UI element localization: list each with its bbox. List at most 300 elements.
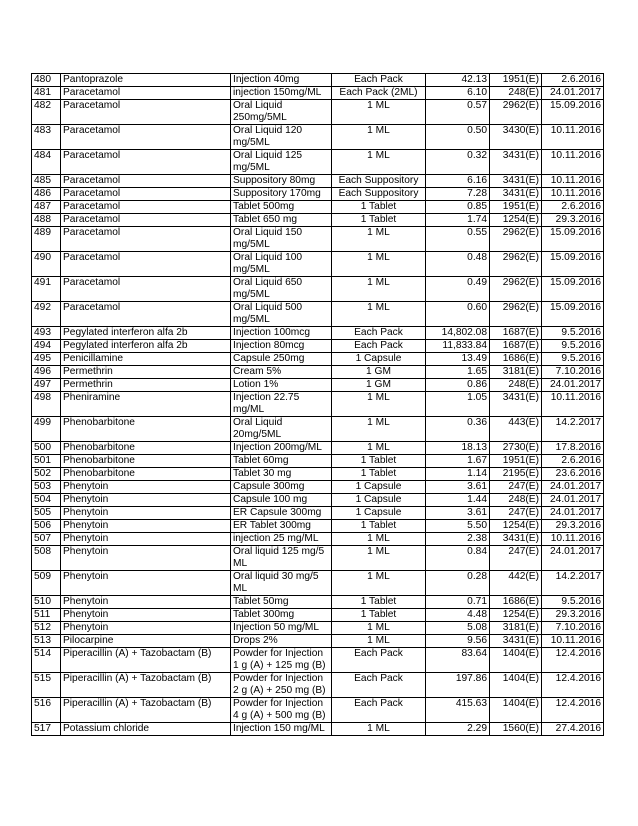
cell-so: 1951(E) [490,201,542,214]
cell-sno: 506 [32,520,61,533]
table-row [32,125,604,150]
cell-dosage: Capsule 250mg [231,353,332,366]
table-row [32,252,604,277]
table-row [32,494,604,507]
cell-price: 0.55 [426,227,490,252]
cell-sno: 503 [32,481,61,494]
cell-unit: 1 ML [332,392,426,417]
cell-dosage: Injection 150 mg/ML [231,723,332,736]
cell-so: 248(E) [490,494,542,507]
cell-unit: Each Suppository [332,188,426,201]
cell-sno: 494 [32,340,61,353]
table-row [32,546,604,571]
cell-dosage: Powder for Injection 1 g (A) + 125 mg (B) [231,648,332,673]
cell-date: 14.2.2017 [542,571,604,596]
cell-date: 9.5.2016 [542,327,604,340]
cell-drug: Permethrin [61,366,231,379]
cell-so: 2962(E) [490,252,542,277]
cell-drug: Phenobarbitone [61,417,231,442]
cell-date: 7.10.2016 [542,622,604,635]
table-row [32,596,604,609]
cell-unit: 1 ML [332,571,426,596]
cell-dosage: injection 25 mg/ML [231,533,332,546]
cell-date: 15.09.2016 [542,227,604,252]
cell-so: 443(E) [490,417,542,442]
cell-unit: Each Pack [332,74,426,87]
cell-sno: 489 [32,227,61,252]
cell-so: 248(E) [490,379,542,392]
cell-sno: 499 [32,417,61,442]
cell-unit: 1 Tablet [332,520,426,533]
table-row [32,468,604,481]
table-row [32,74,604,87]
cell-price: 0.36 [426,417,490,442]
cell-dosage: Injection 50 mg/ML [231,622,332,635]
cell-unit: 1 ML [332,622,426,635]
cell-so: 2962(E) [490,227,542,252]
cell-drug: Phenytoin [61,546,231,571]
cell-dosage: Injection 40mg [231,74,332,87]
cell-sno: 487 [32,201,61,214]
cell-price: 11,833.84 [426,340,490,353]
cell-so: 1404(E) [490,673,542,698]
cell-drug: Paracetamol [61,201,231,214]
cell-unit: 1 Tablet [332,214,426,227]
cell-drug: Paracetamol [61,302,231,327]
cell-drug: Pheniramine [61,392,231,417]
cell-date: 9.5.2016 [542,340,604,353]
table-row [32,201,604,214]
cell-sno: 495 [32,353,61,366]
cell-price: 1.05 [426,392,490,417]
cell-price: 0.57 [426,100,490,125]
cell-sno: 502 [32,468,61,481]
cell-drug: Pegylated interferon alfa 2b [61,340,231,353]
cell-so: 3431(E) [490,392,542,417]
cell-so: 2962(E) [490,302,542,327]
cell-sno: 515 [32,673,61,698]
cell-price: 0.49 [426,277,490,302]
cell-date: 29.3.2016 [542,214,604,227]
cell-sno: 488 [32,214,61,227]
cell-price: 0.85 [426,201,490,214]
cell-price: 1.74 [426,214,490,227]
table-row [32,481,604,494]
cell-so: 247(E) [490,546,542,571]
cell-so: 3431(E) [490,635,542,648]
cell-so: 247(E) [490,507,542,520]
cell-price: 14,802.08 [426,327,490,340]
cell-drug: Permethrin [61,379,231,392]
cell-drug: Phenytoin [61,571,231,596]
cell-price: 6.10 [426,87,490,100]
cell-sno: 509 [32,571,61,596]
cell-unit: Each Pack [332,648,426,673]
cell-drug: Phenobarbitone [61,442,231,455]
cell-dosage: Tablet 300mg [231,609,332,622]
cell-drug: Paracetamol [61,125,231,150]
cell-dosage: Oral liquid 125 mg/5 ML [231,546,332,571]
cell-dosage: Cream 5% [231,366,332,379]
cell-so: 1254(E) [490,520,542,533]
cell-so: 3431(E) [490,150,542,175]
cell-dosage: injection 150mg/ML [231,87,332,100]
cell-sno: 483 [32,125,61,150]
cell-date: 12.4.2016 [542,698,604,723]
table-row [32,648,604,673]
cell-date: 27.4.2016 [542,723,604,736]
cell-so: 3181(E) [490,622,542,635]
cell-date: 17.8.2016 [542,442,604,455]
cell-unit: 1 Tablet [332,455,426,468]
table-row [32,87,604,100]
cell-dosage: Oral Liquid 250mg/5ML [231,100,332,125]
cell-drug: Potassium chloride [61,723,231,736]
cell-dosage: Capsule 300mg [231,481,332,494]
table-row [32,392,604,417]
cell-price: 9.56 [426,635,490,648]
cell-date: 10.11.2016 [542,175,604,188]
cell-date: 7.10.2016 [542,366,604,379]
cell-date: 10.11.2016 [542,125,604,150]
cell-date: 24.01.2017 [542,494,604,507]
cell-price: 1.65 [426,366,490,379]
cell-unit: Each Pack [332,340,426,353]
cell-unit: 1 Tablet [332,596,426,609]
cell-so: 1404(E) [490,698,542,723]
cell-unit: Each Suppository [332,175,426,188]
cell-sno: 480 [32,74,61,87]
cell-sno: 504 [32,494,61,507]
cell-price: 0.60 [426,302,490,327]
table-row [32,571,604,596]
cell-so: 3430(E) [490,125,542,150]
cell-sno: 507 [32,533,61,546]
cell-price: 1.67 [426,455,490,468]
cell-date: 2.6.2016 [542,74,604,87]
cell-price: 83.64 [426,648,490,673]
cell-so: 1560(E) [490,723,542,736]
table-row [32,723,604,736]
cell-unit: 1 ML [332,723,426,736]
cell-date: 23.6.2016 [542,468,604,481]
cell-so: 1951(E) [490,455,542,468]
table-row [32,622,604,635]
cell-unit: Each Pack (2ML) [332,87,426,100]
table-row [32,533,604,546]
cell-price: 6.16 [426,175,490,188]
cell-date: 24.01.2017 [542,87,604,100]
cell-sno: 508 [32,546,61,571]
cell-dosage: Tablet 50mg [231,596,332,609]
cell-price: 2.38 [426,533,490,546]
cell-date: 10.11.2016 [542,392,604,417]
cell-unit: Each Pack [332,327,426,340]
cell-so: 1686(E) [490,596,542,609]
cell-date: 10.11.2016 [542,635,604,648]
cell-unit: 1 Tablet [332,609,426,622]
cell-price: 42.13 [426,74,490,87]
cell-dosage: Oral Liquid 650 mg/5ML [231,277,332,302]
cell-sno: 481 [32,87,61,100]
cell-dosage: Oral Liquid 100 mg/5ML [231,252,332,277]
cell-price: 13.49 [426,353,490,366]
cell-date: 15.09.2016 [542,100,604,125]
cell-price: 1.44 [426,494,490,507]
cell-sno: 486 [32,188,61,201]
cell-drug: Paracetamol [61,188,231,201]
table-row [32,353,604,366]
cell-drug: Paracetamol [61,150,231,175]
table-body [32,74,604,736]
table-row [32,455,604,468]
cell-date: 15.09.2016 [542,277,604,302]
cell-drug: Phenytoin [61,507,231,520]
cell-drug: Phenytoin [61,622,231,635]
cell-price: 18.13 [426,442,490,455]
cell-unit: 1 ML [332,533,426,546]
cell-sno: 484 [32,150,61,175]
cell-so: 1254(E) [490,609,542,622]
cell-date: 15.09.2016 [542,302,604,327]
cell-price: 7.28 [426,188,490,201]
cell-so: 3431(E) [490,533,542,546]
table-row [32,698,604,723]
cell-date: 29.3.2016 [542,520,604,533]
cell-drug: Phenytoin [61,481,231,494]
cell-price: 3.61 [426,507,490,520]
cell-so: 248(E) [490,87,542,100]
cell-date: 14.2.2017 [542,417,604,442]
cell-drug: Paracetamol [61,87,231,100]
cell-drug: Piperacillin (A) + Tazobactam (B) [61,698,231,723]
cell-date: 2.6.2016 [542,455,604,468]
cell-so: 1404(E) [490,648,542,673]
cell-unit: 1 GM [332,379,426,392]
cell-drug: Phenobarbitone [61,468,231,481]
table-row [32,417,604,442]
cell-so: 1686(E) [490,353,542,366]
cell-dosage: Injection 22.75 mg/ML [231,392,332,417]
cell-price: 197.86 [426,673,490,698]
cell-dosage: Tablet 500mg [231,201,332,214]
cell-unit: 1 ML [332,227,426,252]
cell-date: 29.3.2016 [542,609,604,622]
cell-unit: 1 GM [332,366,426,379]
cell-date: 10.11.2016 [542,150,604,175]
cell-unit: 1 ML [332,302,426,327]
cell-date: 10.11.2016 [542,533,604,546]
cell-price: 4.48 [426,609,490,622]
cell-drug: Phenobarbitone [61,455,231,468]
cell-price: 2.29 [426,723,490,736]
cell-price: 0.32 [426,150,490,175]
cell-sno: 505 [32,507,61,520]
cell-dosage: Powder for Injection 4 g (A) + 500 mg (B) [231,698,332,723]
cell-so: 442(E) [490,571,542,596]
cell-sno: 490 [32,252,61,277]
cell-dosage: Injection 80mcg [231,340,332,353]
cell-dosage: Powder for Injection 2 g (A) + 250 mg (B) [231,673,332,698]
cell-date: 12.4.2016 [542,648,604,673]
table-row [32,150,604,175]
table-row [32,366,604,379]
cell-drug: Pilocarpine [61,635,231,648]
table-row [32,302,604,327]
table-row [32,214,604,227]
cell-drug: Paracetamol [61,214,231,227]
cell-price: 0.48 [426,252,490,277]
cell-date: 24.01.2017 [542,507,604,520]
table-row [32,277,604,302]
cell-so: 3431(E) [490,175,542,188]
cell-price: 0.84 [426,546,490,571]
cell-drug: Paracetamol [61,175,231,188]
cell-dosage: Tablet 60mg [231,455,332,468]
table-row [32,635,604,648]
table-row [32,340,604,353]
cell-sno: 491 [32,277,61,302]
cell-dosage: Injection 200mg/ML [231,442,332,455]
cell-drug: Piperacillin (A) + Tazobactam (B) [61,648,231,673]
cell-unit: 1 ML [332,417,426,442]
cell-unit: 1 ML [332,100,426,125]
cell-drug: Phenytoin [61,596,231,609]
cell-unit: 1 ML [332,442,426,455]
cell-dosage: Tablet 650 mg [231,214,332,227]
cell-price: 0.86 [426,379,490,392]
table-row [32,609,604,622]
cell-so: 1687(E) [490,327,542,340]
cell-drug: Paracetamol [61,227,231,252]
cell-dosage: Oral Liquid 125 mg/5ML [231,150,332,175]
cell-date: 24.01.2017 [542,546,604,571]
table-row [32,379,604,392]
cell-sno: 485 [32,175,61,188]
cell-so: 2962(E) [490,277,542,302]
cell-sno: 501 [32,455,61,468]
cell-dosage: Tablet 30 mg [231,468,332,481]
cell-so: 247(E) [490,481,542,494]
cell-dosage: Oral Liquid 150 mg/5ML [231,227,332,252]
cell-price: 5.08 [426,622,490,635]
cell-dosage: ER Tablet 300mg [231,520,332,533]
cell-sno: 496 [32,366,61,379]
cell-dosage: ER Capsule 300mg [231,507,332,520]
cell-drug: Phenytoin [61,609,231,622]
table-row [32,175,604,188]
table-row [32,327,604,340]
table-row [32,227,604,252]
cell-so: 2195(E) [490,468,542,481]
cell-sno: 513 [32,635,61,648]
cell-sno: 514 [32,648,61,673]
cell-drug: Phenytoin [61,520,231,533]
cell-drug: Phenytoin [61,533,231,546]
cell-dosage: Suppository 80mg [231,175,332,188]
cell-date: 9.5.2016 [542,596,604,609]
cell-price: 0.50 [426,125,490,150]
cell-sno: 493 [32,327,61,340]
cell-unit: 1 ML [332,635,426,648]
cell-price: 3.61 [426,481,490,494]
cell-dosage: Injection 100mcg [231,327,332,340]
cell-price: 415.63 [426,698,490,723]
cell-drug: Piperacillin (A) + Tazobactam (B) [61,673,231,698]
cell-date: 15.09.2016 [542,252,604,277]
cell-price: 0.71 [426,596,490,609]
cell-sno: 482 [32,100,61,125]
cell-unit: 1 Tablet [332,201,426,214]
cell-unit: 1 ML [332,546,426,571]
cell-unit: Each Pack [332,698,426,723]
cell-so: 2730(E) [490,442,542,455]
cell-so: 1951(E) [490,74,542,87]
cell-price: 5.50 [426,520,490,533]
cell-sno: 492 [32,302,61,327]
cell-unit: 1 ML [332,252,426,277]
cell-sno: 510 [32,596,61,609]
cell-unit: 1 Capsule [332,494,426,507]
cell-so: 2962(E) [490,100,542,125]
cell-so: 3431(E) [490,188,542,201]
drug-price-table [31,73,604,736]
cell-drug: Pegylated interferon alfa 2b [61,327,231,340]
cell-dosage: Oral Liquid 20mg/5ML [231,417,332,442]
cell-unit: 1 Capsule [332,353,426,366]
cell-drug: Pantoprazole [61,74,231,87]
cell-unit: 1 Tablet [332,468,426,481]
cell-date: 12.4.2016 [542,673,604,698]
cell-sno: 511 [32,609,61,622]
cell-price: 1.14 [426,468,490,481]
cell-so: 3181(E) [490,366,542,379]
cell-unit: 1 ML [332,125,426,150]
cell-dosage: Lotion 1% [231,379,332,392]
table-row [32,100,604,125]
cell-dosage: Capsule 100 mg [231,494,332,507]
table-row [32,520,604,533]
cell-dosage: Drops 2% [231,635,332,648]
cell-drug: Phenytoin [61,494,231,507]
cell-unit: 1 Capsule [332,481,426,494]
cell-drug: Paracetamol [61,100,231,125]
cell-drug: Paracetamol [61,277,231,302]
cell-dosage: Oral liquid 30 mg/5 ML [231,571,332,596]
cell-unit: Each Pack [332,673,426,698]
cell-sno: 512 [32,622,61,635]
cell-date: 24.01.2017 [542,379,604,392]
cell-date: 9.5.2016 [542,353,604,366]
table-row [32,188,604,201]
table-row [32,673,604,698]
cell-price: 0.28 [426,571,490,596]
cell-so: 1254(E) [490,214,542,227]
cell-drug: Penicillamine [61,353,231,366]
cell-date: 2.6.2016 [542,201,604,214]
table-row [32,507,604,520]
cell-sno: 498 [32,392,61,417]
cell-unit: 1 Capsule [332,507,426,520]
cell-unit: 1 ML [332,277,426,302]
cell-dosage: Suppository 170mg [231,188,332,201]
cell-dosage: Oral Liquid 120 mg/5ML [231,125,332,150]
cell-dosage: Oral Liquid 500 mg/5ML [231,302,332,327]
cell-sno: 517 [32,723,61,736]
table-row [32,442,604,455]
cell-sno: 497 [32,379,61,392]
cell-unit: 1 ML [332,150,426,175]
